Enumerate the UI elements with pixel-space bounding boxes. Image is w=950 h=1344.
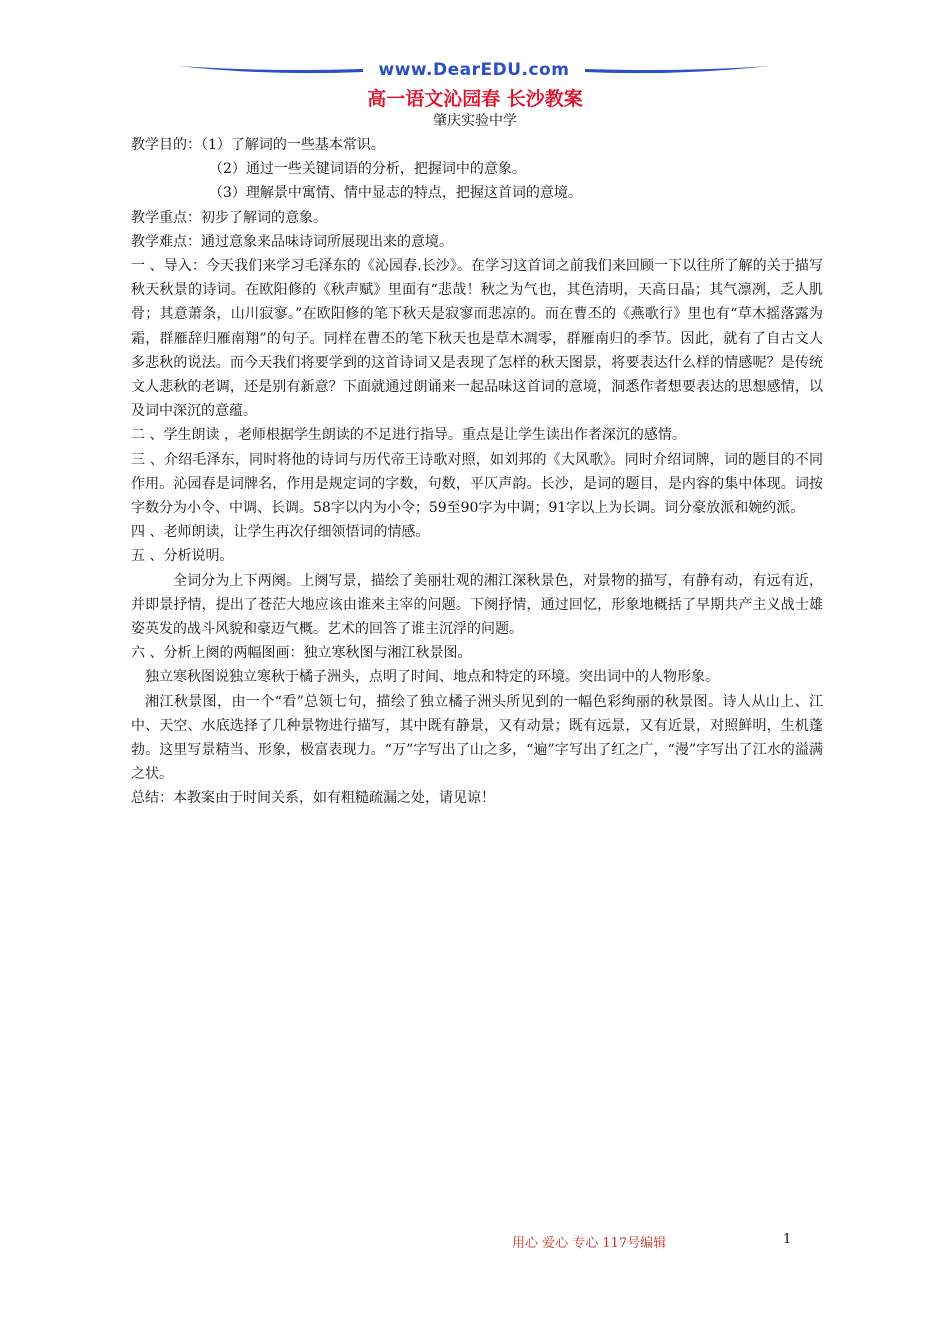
site-logo-banner [178, 58, 770, 82]
paragraph: 五 、分析说明。 [131, 548, 234, 565]
paragraph: 总结：本教案由于时间关系，如有粗糙疏漏之处，请见谅！ [131, 790, 495, 807]
paragraph: 四 、老师朗读，让学生再次仔细领悟词的情感。 [131, 524, 430, 541]
paragraph: 教学难点：通过意象来品味诗词所展现出来的意境。 [131, 233, 453, 250]
paragraph: （2）通过一些关键词语的分析，把握词中的意象。 [209, 161, 526, 178]
paragraph: 三 、介绍毛泽东，同时将他的诗词与历代帝王诗歌对照，如刘邦的《大风歌》。同时介绍词牌，词的题目的不同作用。沁园春是词牌名，作用是规定词的字数，句数，平仄声韵。长沙，是词的题目，是内容的集中体现。词按字数分为小令、中调、长调。58字以内为小令；59至90字为中调；91字以上为长调。词分豪放派和婉约派。 [131, 451, 823, 517]
paragraph: 一 、导入：今天我们来学习毛泽东的《沁园春.长沙》。在学习这首词之前我们来回顾一下以往所了解的关于描写秋天秋景的诗词。在欧阳修的《秋声赋》里面有“悲哉！秋之为气也，其色清明，天高日晶；其气凛冽，乏人肌骨；其意萧条，山川寂寥。”在欧阳修的笔下秋天是寂寥而悲凉的。而在曹丕的《燕歌行》里也有“草木摇落露为霜，群雁辞归雁南翔”的句子。同样在曹丕的笔下秋天也是草木凋零，群雁南归的季节。因此，就有了自古文人多悲秋的说法。而今天我们将要学到的这首诗词又是表现了怎样的秋天图景，将要表达什么样的情感呢？是传统文人悲秋的老调，还是别有新意？下面就通过朗诵来一起品味这首词的意境，洞悉作者想要表达的思想感情，以及词中深沉的意蕴。 [131, 258, 823, 420]
paragraph: 教学目的：（1）了解词的一些基本常识。 [131, 137, 385, 153]
paragraph: 六 、分析上阕的两幅图画：独立寒秋图与湘江秋景图。 [131, 645, 472, 662]
document-body [131, 133, 823, 811]
paragraph: 教学重点：初步了解词的意象。 [131, 209, 327, 226]
document-subtitle: 肇庆实验中学 [433, 113, 517, 129]
page-number: 1 [783, 1232, 792, 1247]
site-url: www.DearEDU.com [378, 60, 570, 80]
paragraph: 二 、学生朗读 ，老师根据学生朗读的不足进行指导。重点是让学生读出作者深沉的感情。 [131, 427, 686, 444]
paragraph: 湘江秋景图，由一个“看”总领七句，描绘了独立橘子洲头所见到的一幅色彩绚丽的秋景图。诗人从山上、江中、天空、水底选择了几种景物进行描写，其中既有静景，又有动景；既有远景，又有近景，对照鲜明，生机蓬勃。这里写景精当、形象，极富表现力。“万”字写出了山之多，“遍”字写出了红之广，“漫”字写出了江水的溢满之状。 [131, 693, 823, 783]
paragraph: 独立寒秋图说独立寒秋于橘子洲头，点明了时间、地点和特定的环境。突出词中的人物形象。 [145, 669, 719, 686]
paragraph: （3）理解景中寓情、情中显志的特点，把握这首词的意境。 [209, 185, 582, 202]
footer-text: 用心 爱心 专心 117号编辑 [512, 1236, 667, 1251]
document-title: 高一语文沁园春 长沙教案 [367, 88, 583, 110]
paragraph: 全词分为上下两阕。上阕写景，描绘了美丽壮观的湘江深秋景色，对景物的描写，有静有动，有远有近，并即景抒情，提出了苍茫大地应该由谁来主宰的问题。下阕抒情，通过回忆，形象地概括了早期共产主义战士雄姿英发的战斗风貌和豪迈气概。艺术的回答了谁主沉浮的问题。 [131, 572, 823, 638]
